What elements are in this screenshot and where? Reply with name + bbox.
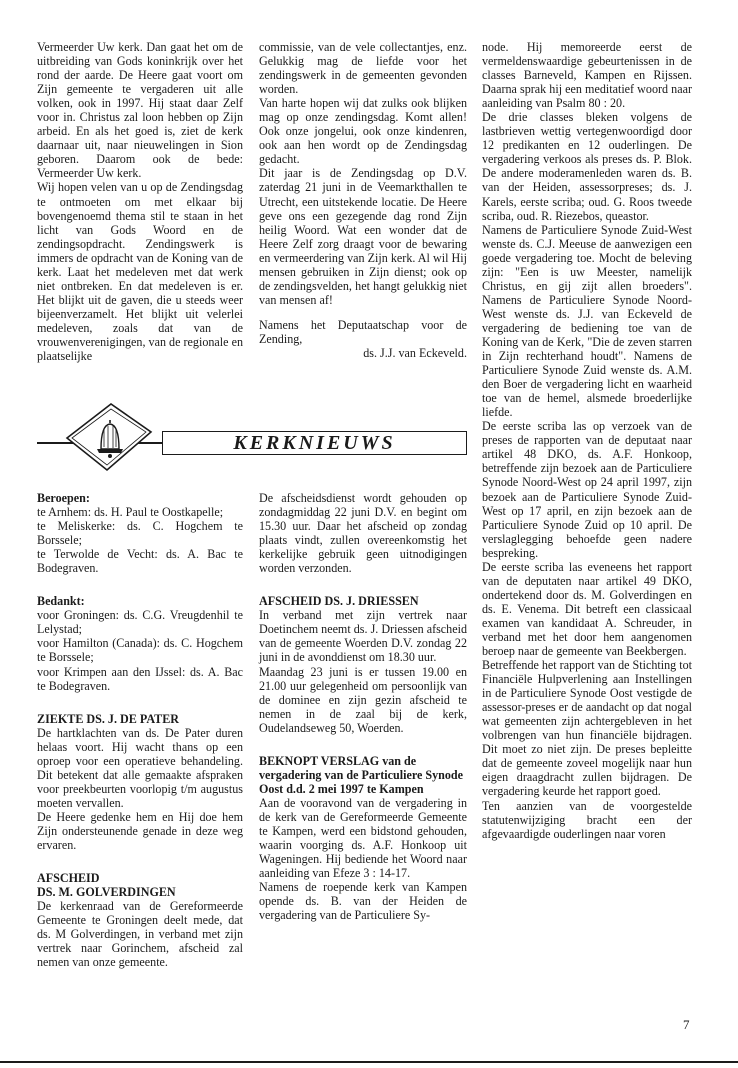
paragraph: De hartklachten van ds. De Pater duren helaas voort. Hij wacht thans op een oproep voor een operatieve behandeling. Dit betekent dat alle gemaakte afspraken voor preekbeurten voorlopig t/m augustus moeten vervallen. (37, 725, 243, 810)
paragraph: Betreffende het rapport van de Stichting tot Financiële Hulpverlening aan Instellingen in de Particuliere Synode Oost vestigde de assessor-preses er de aandacht op dat nogal wat gemeenten zijn achtergebleven in het volbrengen van hun financiële bijdragen. Dit moet zo niet zijn. De preses bepleitte dat de gemeente zoveel mogelijk naar hun eigen draagdracht zullen bijdragen. De vergadering keurde het rapport goed. (482, 658, 693, 799)
closing-line: Namens het Deputaatschap voor de Zending, (259, 317, 467, 346)
paragraph: commissie, van de vele collectantjes, enz. Gelukkig mag de liefde voor het zendingswerk in de gemeenten gevonden worden. (259, 40, 467, 97)
paragraph: In verband met zijn vertrek naar Doetinchem neemt ds. J. Driessen afscheid van de gemeente Woerden D.V. zondag 22 juni in de avonddienst om 18.30 uur. (259, 608, 467, 665)
section-banner (37, 398, 467, 480)
article-column-1 (37, 40, 243, 363)
paragraph: Vermeerder Uw kerk. Dan gaat het om de uitbreiding van Gods koninkrijk over het rond der aarde. De Heere gaat voort om Zijn gemeente te vergaderen uit alle volken, ook in 1997. Hij staat daar Zelf voor in. Christus zal loon hebben op Zijn arbeid. En als het goed is, ziet de kerk daarnaar uit, naar nieuwelingen in Sion geboren. Daarom ook de bede: Vermeerder Uw kerk. (37, 40, 243, 181)
beroepen-heading: Beroepen: (37, 491, 90, 505)
paragraph: Namens de Particuliere Synode Zuid-West wenste ds. C.J. Meeuse de aanwezigen een goede vergadering toe. Mocht de beleving zijn: "Een is uw Meester, namelijk Christus, en gij zijt allen broeders". Namens de Particuliere Synode Noord-West wenste ds. J.J. van Eckeveld de vergadering de bediening toe van de Koning van de Kerk, "Die de zeven starren in Zijn rechterhand houdt". Namens de Particuliere Synode Zuid wenste ds. A.M. den Boer de vergadering licht en waarheid toe van de hemel, alsmede broederlijke liefde. (482, 222, 692, 420)
page-number: 7 (683, 1017, 690, 1032)
banner-title-box (162, 431, 467, 455)
paragraph: De eerste scriba las op verzoek van de preses de rapporten van de deputaat naar artikel 48 DKO, ds. A.F. Honkoop, betreffende zijn bezoek aan de Particuliere Synode Noord-West op 24 april 1997, zijn bezoek aan de Particuliere Synode Zuid-West op 17 april, en zijn bezoek aan de Particuliere Synode Zuid op 10 april. De verslaglegging behoefde geen nadere bespreking. (482, 419, 692, 560)
ziekte-heading: ZIEKTE DS. J. DE PATER (37, 711, 180, 726)
news-column-2 (259, 491, 467, 922)
paragraph: Wij hopen velen van u op de Zendingsdag te ontmoeten om met elkaar bij bovengenoemd thema stil te staan in het licht van Gods Woord en de zendingsopdracht. Zendingswerk is immers de opdracht van de Koning van de kerk. Laat het medeleven met dat werk niet ontbreken. En dat medeleven is er. Het blijkt uit de gaven, die u steeds weer bijeenverzamelt. Het blijkt uit velerlei medeleven, zoals dat van de vrouwenverenigingen, van de regionale en plaatselijke (37, 180, 243, 364)
paragraph: Namens de roepende kerk van Kampen opende ds. B. van der Heiden de vergadering van de Particuliere Sy- (259, 880, 467, 923)
news-item: te Arnhem: ds. H. Paul te Oostkapelle; (37, 505, 224, 520)
paragraph: De kerkenraad van de Gereformeerde Gemeente te Groningen deelt mede, dat ds. M Golverdingen, in verband met zijn vertrek naar Gorinchem, afscheid zal nemen van onze gemeente. (37, 899, 243, 970)
paragraph: Van harte hopen wij dat zulks ook blijken mag op onze zendingsdag. Komt allen! Ook onze jongelui, ook onze kindenren, ook aan hen wordt op de Zendingsdag gedacht. (259, 96, 467, 167)
afscheid-heading: AFSCHEID (37, 871, 100, 886)
paragraph: De drie classes bleken volgens de lastbrieven wettig vertegenwoordigd door 12 predikanten en 12 ouderlingen. De vergadering verkoos als preses ds. P. Blok. De andere moderamenleden waren ds. B. van der Heiden, assessorpreses; ds. J. Karels, eerste scriba; oud. G. Roos tweede scriba, oud. R. Riezebos, queastor. (482, 110, 692, 223)
paragraph: Dit jaar is de Zendingsdag op D.V. zaterdag 21 juni in de Veemarkthallen te Utrecht, een uitstekende locatie. De Heere geve ons een gezegende dag rond Zijn heilig Woord. Wat een wonder dat de Heere Zelf zorg draagt voor de bewaring en vermeerdering van Zijn kerk. Al wil Hij mensen gebruiken in Zijn dienst; ook op de zendingsvelden, het hangt gelukkig niet van mensen af! (259, 166, 467, 307)
paragraph: node. Hij memoreerde eerst de vermeldenswaardige gebeurtenissen in de classes Barneveld, Kampen en Rijssen. Daarna sprak hij een meditatief woord naar aanleiding van Psalm 80 : 20. (482, 40, 692, 111)
bottom-rule (0, 1061, 738, 1063)
signature: ds. J.J. van Eckeveld. (363, 345, 467, 360)
paragraph: Maandag 23 juni is er tussen 19.00 en 21.00 uur gelegenheid om persoonlijk van de dominee en zijn gezin afscheid te nemen in de zaal bij de kerk, Oudelandseweg 50, Woerden. (259, 664, 467, 735)
article-column-3 (482, 40, 692, 841)
news-item: voor Groningen: ds. C.G. Vreugdenhil te Lelystad; (37, 608, 243, 637)
verslag-heading: BEKNOPT VERSLAG van de vergadering van de Particuliere Synode Oost d.d. 2 mei 1997 te Kampen (259, 753, 464, 796)
section-title: KERKNIEUWS (233, 431, 396, 454)
bell-icon (57, 398, 157, 478)
article-column-2 (259, 40, 467, 360)
news-item: voor Hamilton (Canada): ds. C. Hogchem te Borssele; (37, 636, 243, 665)
paragraph: De afscheidsdienst wordt gehouden op zondagmiddag 22 juni D.V. en begint om 15.30 uur. Daar het afscheid op zondag plaats vindt, zullen overeenkomstig het kerkelijke gebruik geen uitnodigingen worden verzonden. (259, 491, 467, 576)
news-column-1 (37, 491, 243, 969)
paragraph: Aan de vooravond van de vergadering in de kerk van de Gereformeerde Gemeente te Kampen, werd een bidstond gehouden, waarin voorging ds. A.F. Honkoop uit Wageningen. Hij bediende het Woord naar aanleiding van Efeze 3 : 14-17. (259, 795, 467, 881)
afscheid-driessen-heading: AFSCHEID DS. J. DRIESSEN (259, 594, 419, 609)
paragraph: De Heere gedenke hem en Hij doe hem Zijn ondersteunende genade in deze weg ervaren. (37, 809, 243, 853)
news-item: te Terwolde de Vecht: ds. A. Bac te Bodegraven. (37, 547, 243, 576)
news-item: te Meliskerke: ds. C. Hogchem te Borssele; (37, 519, 243, 548)
paragraph: Ten aanzien van de voorgestelde statutenwijziging bracht een der afgevaardigde ouderlingen naar voren (482, 798, 692, 841)
afscheid-heading-name: DS. M. GOLVERDINGEN (37, 885, 176, 900)
bedankt-heading: Bedankt: (37, 594, 85, 609)
news-item: voor Krimpen aan den IJssel: ds. A. Bac te Bodegraven. (37, 664, 243, 693)
paragraph: De eerste scriba las eveneens het rapport van de deputaten naar artikel 49 DKO, ondertekend door ds. M. Golverdingen en ds. E. Venema. Dit betreft een classicaal examen van kandidaat A. Schreuder, in verband met het door hem aangenomen beroep naar de gemeente van Beekbergen. (482, 559, 692, 659)
